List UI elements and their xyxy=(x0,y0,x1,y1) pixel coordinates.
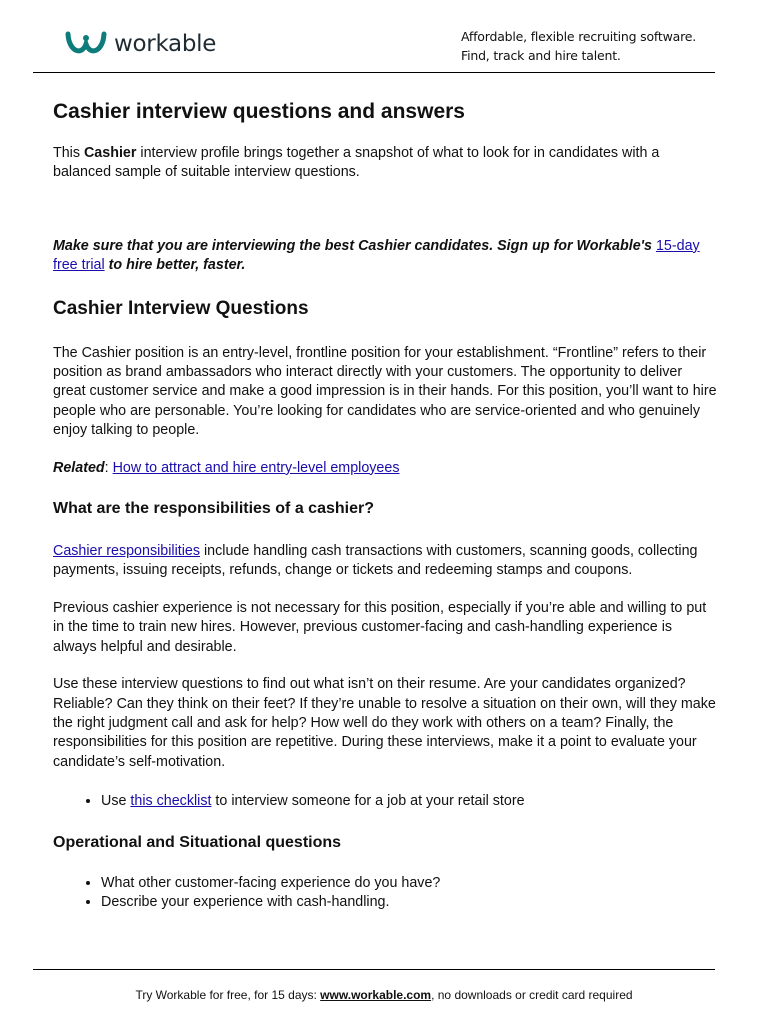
entry-level-employees-link[interactable]: How to attract and hire entry-level employees xyxy=(112,459,400,476)
cta-paragraph xyxy=(53,237,718,276)
position-description-paragraph: The Cashier position is an entry-level, frontline position for your establishment. “Frontline” refers to their position as brand ambassadors who interact directly with your customers. The opportunity to deliver great customer service and make a good impression is in their hands. For this position, you’ll want to hire people who are personable. You’re looking for candidates who are service-oriented and who genuinely enjoy talking to people. xyxy=(53,344,717,439)
responsibilities-text: include handling cash transactions with customers, scanning goods, collecting payments, issuing receipts, refunds, change or tickets and redeeming stamps and coupons. xyxy=(53,543,698,579)
operational-questions-list xyxy=(53,874,718,913)
section-heading-operational-questions: Operational and Situational questions xyxy=(53,833,342,851)
article-body xyxy=(53,98,718,912)
related-label: Related xyxy=(53,459,105,476)
related-paragraph xyxy=(53,459,718,478)
page-footer xyxy=(0,987,768,1003)
intro-paragraph xyxy=(53,144,718,183)
experience-paragraph: Previous cashier experience is not necessary for this position, especially if you’re able and willing to put in the time to train new hires. However, previous customer-facing and cash-handling experience is always helpful and desirable. xyxy=(53,599,707,655)
list-item xyxy=(101,792,718,811)
free-trial-link[interactable]: 15-day free trial xyxy=(53,237,700,274)
footer-post: , no downloads or credit card required xyxy=(431,988,633,1002)
workable-logo[interactable] xyxy=(64,30,216,58)
footer-pre: Try Workable for free, for 15 days: xyxy=(135,988,321,1002)
tagline-line-1: Affordable, flexible recruiting software. xyxy=(461,29,697,44)
tagline-line-2: Find, track and hire talent. xyxy=(461,48,621,63)
interview-questions-paragraph: Use these interview questions to find out what isn’t on their resume. Are your candidates organized? Reliable? Can they think on their feet? If they’re unable to resolve a situation on their own, will they make the right judgment call and ask for help? How well do they work with others on a team? Finally, the responsibilities for this position are repetitive. During these interviews, make it a point to evaluate your candidate’s self-motivation. xyxy=(53,676,716,770)
cta-pre: Make sure that you are interviewing the best Cashier candidates. Sign up for Workable's xyxy=(53,237,656,254)
intro-bold: Cashier xyxy=(83,145,137,161)
list-item: • Describe your experience with cash-handling. xyxy=(101,893,718,912)
workable-logo-icon xyxy=(64,30,108,58)
intro-pre: This xyxy=(53,145,84,161)
responsibilities-paragraph xyxy=(53,542,718,581)
page-title: Cashier interview questions and answers xyxy=(53,100,465,123)
footer-link[interactable]: www.workable.com xyxy=(320,988,432,1002)
logo-text: workable xyxy=(114,30,217,57)
section-heading-cashier-interview-questions: Cashier Interview Questions xyxy=(53,297,309,319)
footer-divider xyxy=(33,969,715,970)
header-tagline xyxy=(461,27,696,65)
checklist-list xyxy=(53,792,718,811)
intro-post: interview profile brings together a snapshot of what to look for in candidates with a balanced sample of suitable interview questions. xyxy=(53,145,660,181)
header-divider xyxy=(33,72,715,73)
checklist-pre: Use xyxy=(101,793,131,810)
section-heading-responsibilities: What are the responsibilities of a cashier? xyxy=(53,500,374,518)
checklist-link[interactable]: this checklist xyxy=(130,793,212,810)
list-item: • What other customer-facing experience do you have? xyxy=(101,874,718,893)
cashier-responsibilities-link[interactable]: Cashier responsibilities xyxy=(53,543,201,560)
related-colon: : xyxy=(104,459,113,476)
page-header xyxy=(0,0,768,74)
cta-post: to hire better, faster. xyxy=(104,257,246,274)
checklist-post: to interview someone for a job at your retail store xyxy=(211,793,525,810)
